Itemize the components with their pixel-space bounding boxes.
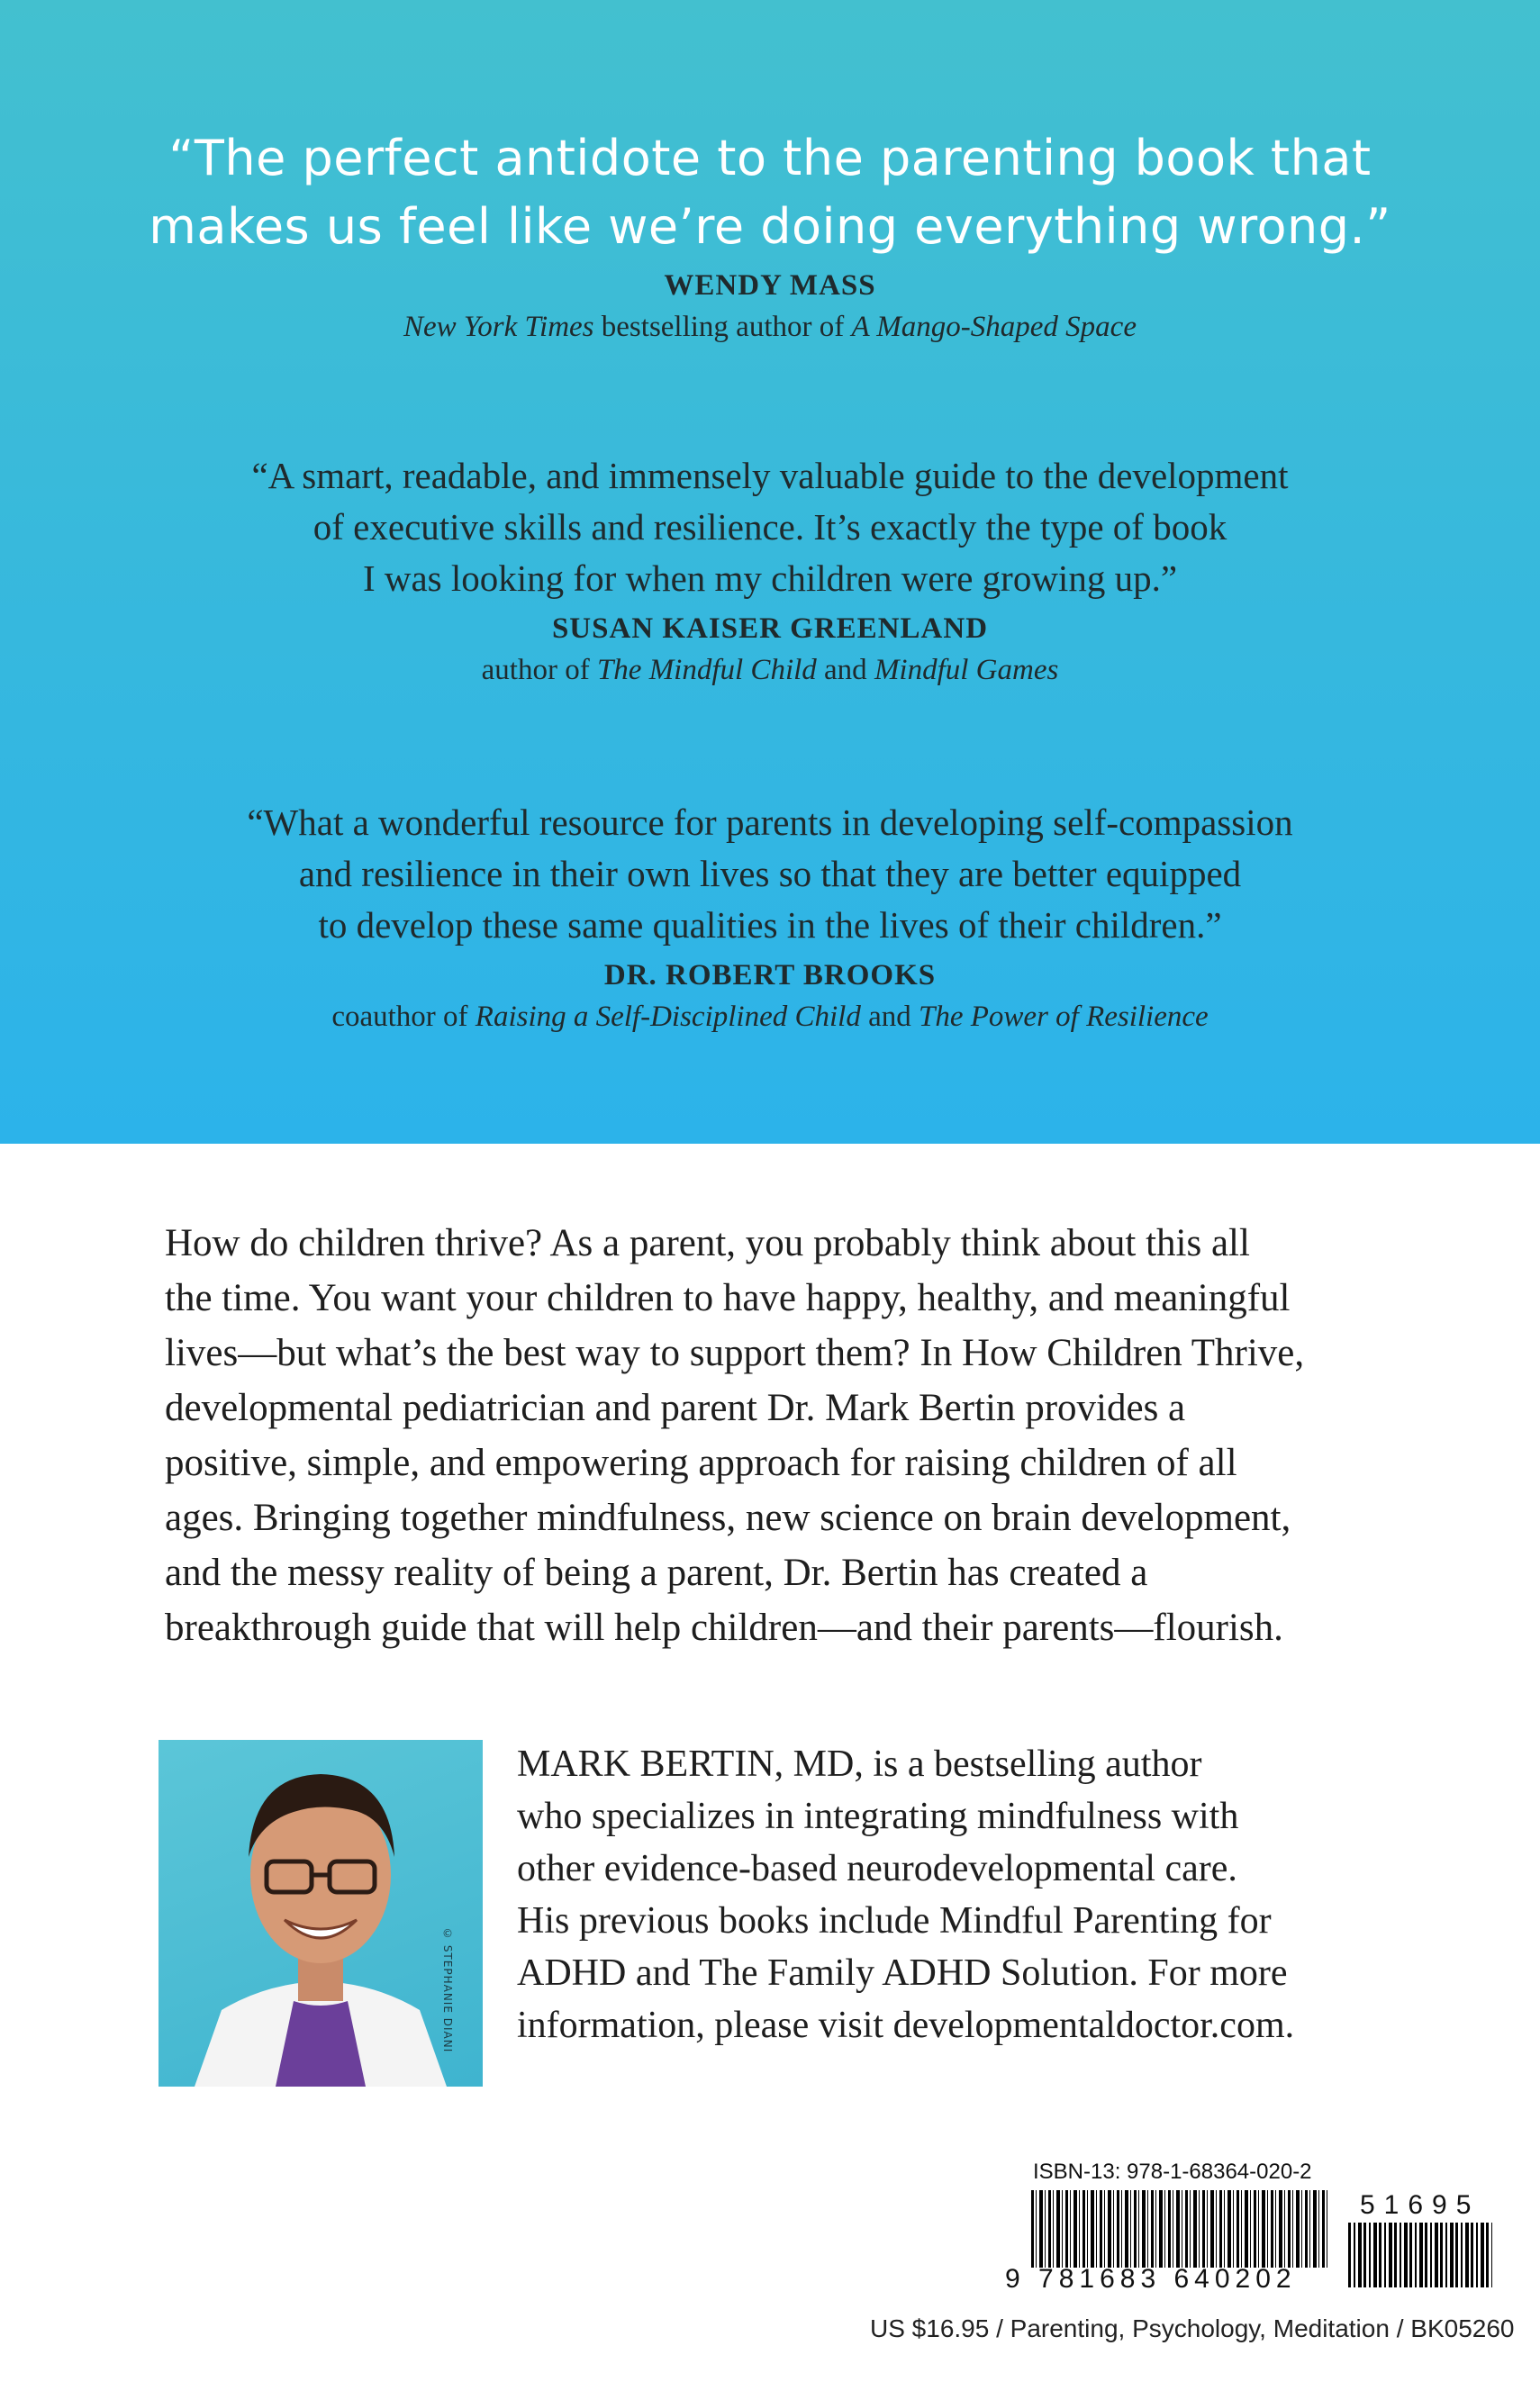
bio-line: information, please visit developmentaldoctor.com. [517, 2005, 1295, 2046]
bio-line: MARK BERTIN, MD, is a bestselling author [517, 1743, 1202, 1785]
praise-quote-line: of executive skills and resilience. It’s exactly the type of book [313, 506, 1227, 548]
description-line: ages. Bringing together mindfulness, new science on brain development, [165, 1497, 1291, 1539]
desc-part: bestselling author of [593, 311, 852, 343]
addon-barcode-digits: 51695 [1360, 2190, 1481, 2220]
bio-line: His previous books include Mindful Parenting for [517, 1900, 1272, 1942]
bio-line: who specializes in integrating mindfulness with [517, 1796, 1239, 1837]
bio-line: other evidence-based neurodevelopmental care. [517, 1848, 1237, 1889]
desc-part: The Power of Resilience [919, 1001, 1209, 1033]
praise-attribution-name: SUSAN KAISER GREENLAND [551, 612, 989, 645]
desc-part: and [816, 654, 874, 686]
praise-attribution-desc [0, 649, 1540, 691]
ean-barcode-digits: 9 781683 640202 [1005, 2264, 1297, 2294]
praise-attribution-name: WENDY MASS [664, 269, 876, 302]
praise-quote-line: to develop these same qualities in the lives of their children.” [318, 904, 1222, 946]
praise-quote-line: makes us feel like we’re doing everything wrong.” [149, 198, 1391, 255]
price-category-line: US $16.95 / Parenting, Psychology, Meditation / BK05260 [870, 2314, 1515, 2342]
praise-quote-line: “The perfect antidote to the parenting book that [168, 130, 1372, 186]
description-line: developmental pediatrician and parent Dr. Mark Bertin provides a [165, 1387, 1186, 1429]
author-portrait-illustration [159, 1740, 483, 2087]
addon-barcode [1348, 2223, 1492, 2287]
praise-attribution-desc [0, 996, 1540, 1037]
photo-credit: © STEPHANIE DIANI [441, 1927, 454, 2053]
author-photo [159, 1740, 483, 2087]
praise-block-2 [0, 450, 1540, 691]
desc-part: and [860, 1001, 919, 1033]
desc-part: author of [481, 654, 597, 686]
desc-part: Mindful Games [874, 654, 1059, 686]
praise-block-1 [0, 124, 1540, 348]
desc-part: The Mindful Child [596, 654, 817, 686]
author-bio [517, 1738, 1418, 2051]
bio-line: ADHD and The Family ADHD Solution. For more [517, 1952, 1288, 1994]
praise-quote-line: I was looking for when my children were growing up.” [362, 557, 1178, 599]
description-line: breakthrough guide that will help children—and their parents—flourish. [165, 1607, 1283, 1649]
description-line: and the messy reality of being a parent, Dr. Bertin has created a [165, 1552, 1148, 1594]
praise-quote-line: “A smart, readable, and immensely valuable guide to the development [251, 455, 1289, 496]
desc-part: Raising a Self-Disciplined Child [475, 1001, 861, 1033]
praise-block-3 [0, 797, 1540, 1037]
praise-attribution-desc [0, 306, 1540, 348]
desc-part: A Mango-Shaped Space [851, 311, 1137, 343]
description-line: positive, simple, and empowering approach for raising children of all [165, 1442, 1237, 1484]
description-line: How do children thrive? As a parent, you probably think about this all [165, 1222, 1250, 1264]
praise-attribution-name: DR. ROBERT BROOKS [603, 959, 937, 992]
book-description [165, 1216, 1408, 1655]
description-line: lives—but what’s the best way to support them? In How Children Thrive, [165, 1332, 1305, 1374]
desc-part: coauthor of [331, 1001, 476, 1033]
isbn-label: ISBN-13: 978-1-68364-020-2 [1033, 2160, 1312, 2184]
ean-barcode [1031, 2190, 1328, 2268]
praise-quote-line: “What a wonderful resource for parents in developing self-compassion [247, 802, 1293, 843]
praise-quote-line: and resilience in their own lives so that they are better equipped [298, 853, 1242, 894]
description-line: the time. You want your children to have happy, healthy, and meaningful [165, 1277, 1291, 1319]
desc-part: New York Times [403, 311, 594, 343]
